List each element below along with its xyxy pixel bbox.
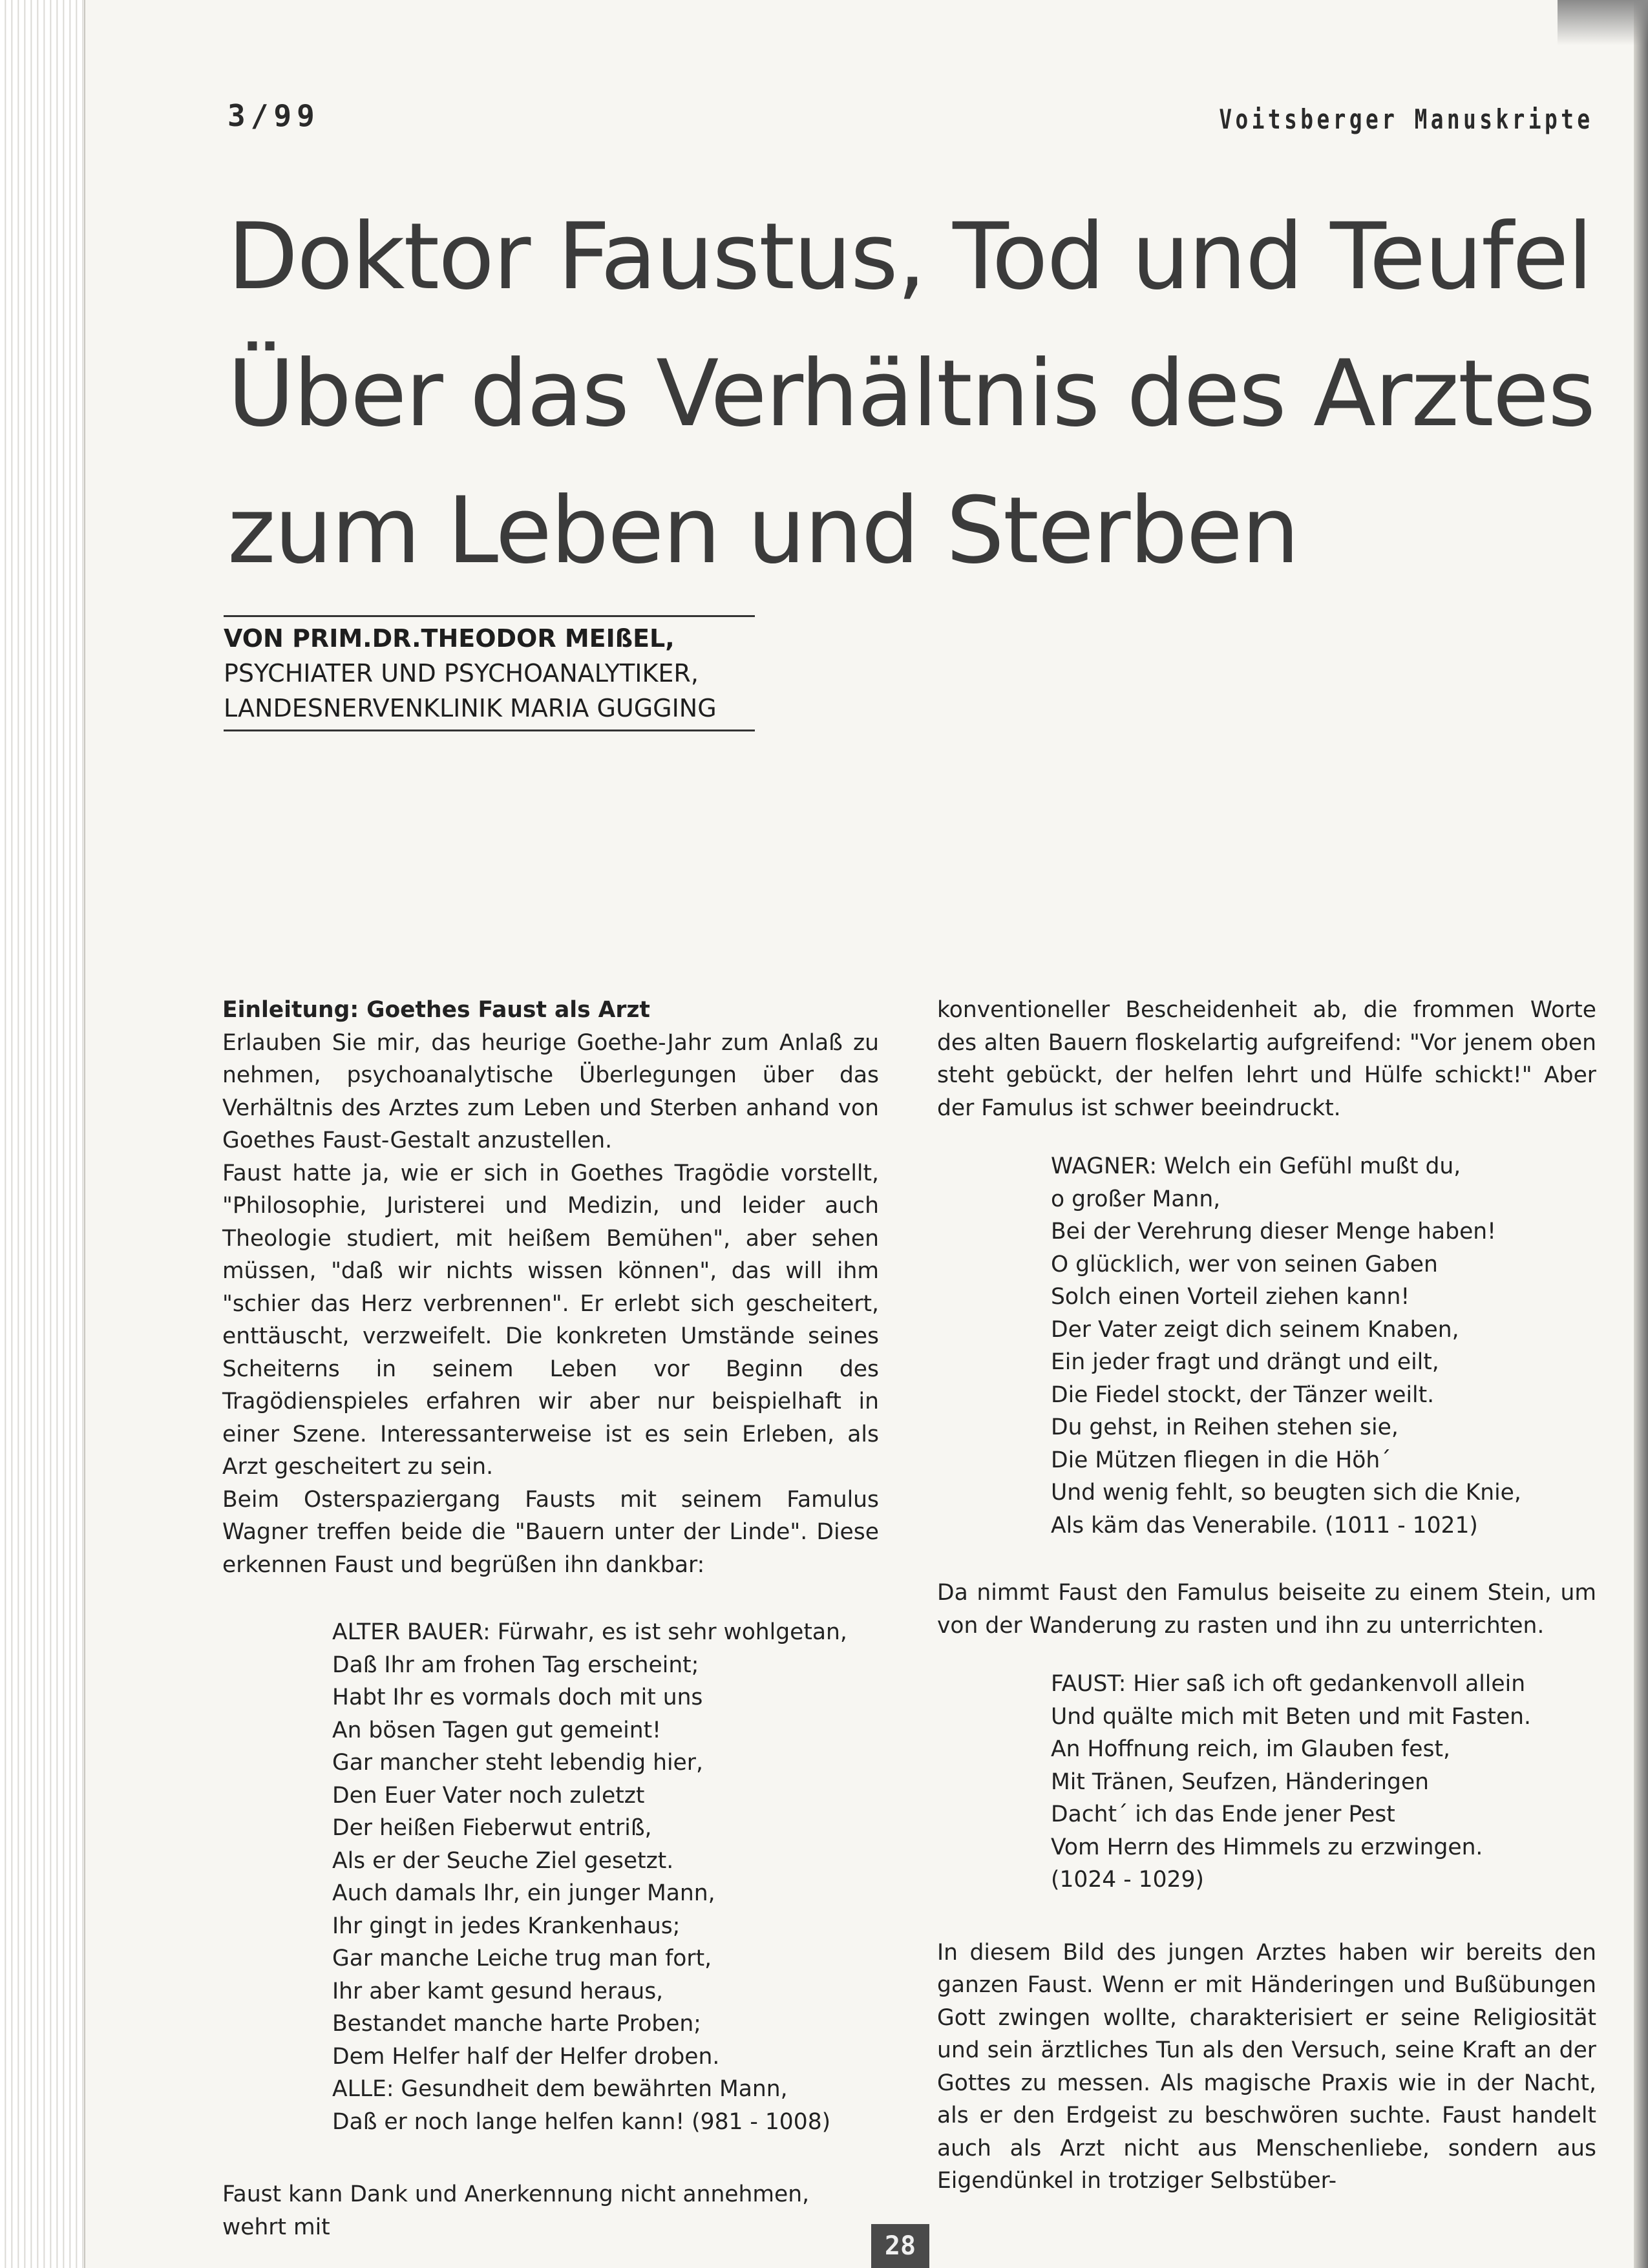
verse-line: Als käm das Venerabile. (1011 - 1021) — [1051, 1512, 1478, 1538]
title-line: zum Leben und Sterben — [227, 478, 1298, 584]
verse-line: FAUST: Hier saß ich oft gedankenvoll allein — [1051, 1671, 1526, 1697]
title-line: Doktor Faustus, Tod und Teufel — [227, 204, 1592, 310]
byline-role: PSYCHIATER UND PSYCHOANALYTIKER, — [224, 659, 699, 688]
verse-line: WAGNER: Welch ein Gefühl mußt du, — [1051, 1153, 1461, 1179]
intro-section — [222, 994, 879, 1581]
paragraph: Beim Osterspaziergang Fausts mit seinem Famulus Wagner treffen beide die "Bauern unter der Linde". Diese erkennen Faust und begrüßen ihn dankbar: — [222, 1486, 879, 1578]
article-title — [227, 189, 1594, 600]
verse-line: Der Vater zeigt dich seinem Knaben, — [1051, 1316, 1459, 1343]
byline — [224, 615, 755, 731]
issue-number: 3/99 — [227, 98, 320, 133]
right-column — [937, 994, 1596, 2198]
verse-line: Bei der Verehrung dieser Menge haben! — [1051, 1219, 1497, 1244]
byline-author: VON PRIM.DR.THEODOR MEIßEL, — [224, 624, 675, 653]
verse-line: Mit Tränen, Seufzen, Händeringen — [1051, 1769, 1430, 1795]
verse-line: Daß Ihr am frohen Tag erscheint; — [332, 1652, 699, 1678]
verse-line: Dacht´ ich das Ende jener Pest — [1051, 1801, 1395, 1827]
verse-line: Die Fiedel stockt, der Tänzer weilt. — [1051, 1381, 1435, 1408]
page-edge-stack — [0, 0, 85, 2268]
verse-line: Gar mancher steht lebendig hier, — [332, 1750, 703, 1776]
verse-line: Solch einen Vorteil ziehen kann! — [1051, 1284, 1410, 1310]
page-number: 28 — [871, 2224, 929, 2268]
verse-line: Vom Herrn des Himmels zu erzwingen. — [1051, 1834, 1483, 1860]
verse-line: (1024 - 1029) — [1051, 1867, 1204, 1893]
verse-line: o großer Mann, — [1051, 1186, 1221, 1212]
verse-line: O glücklich, wer von seinen Gaben — [1051, 1251, 1438, 1277]
section-heading: Einleitung: Goethes Faust als Arzt — [222, 997, 650, 1023]
verse-line: Auch damals Ihr, ein junger Mann, — [332, 1880, 715, 1906]
verse-wagner — [937, 1150, 1596, 1542]
scan-shadow-corner — [1558, 0, 1648, 45]
verse-line: An bösen Tagen gut gemeint! — [332, 1717, 661, 1743]
verse-line: An Hoffnung reich, im Glauben fest, — [1051, 1736, 1451, 1762]
verse-line: Und quälte mich mit Beten und mit Fasten. — [1051, 1703, 1532, 1730]
verse-line: Ein jeder fragt und drängt und eilt, — [1051, 1349, 1439, 1375]
verse-faust — [937, 1668, 1596, 1896]
verse-line: Gar manche Leiche trug man fort, — [332, 1946, 712, 1971]
left-column — [222, 994, 879, 2243]
verse-line: Als er der Seuche Ziel gesetzt. — [332, 1847, 674, 1874]
paragraph: Faust hatte ja, wie er sich in Goethes Tragödie vorstellt, "Philosophie, Juristerei und Medizin, und leider auch Theologie studiert, mit heißem Bemühen", aber sehen müssen, "daß wir nichts wissen können", das will ihm "schier das Herz verbrennen". Er erlebt sich gescheitert, enttäuscht, verzweifelt. Die konkreten Umstände seines Scheiterns in seinem Leben vor Beginn des Tragödienspieles erfahren wir aber nur beispielhaft in einer Szene. Interessanterweise ist es sein Erleben, als Arzt gescheitert zu sein. — [222, 1160, 879, 1480]
scan-shadow-right — [1634, 0, 1648, 2268]
verse-line: Du gehst, in Reihen stehen sie, — [1051, 1414, 1399, 1440]
verse-line: Daß er noch lange helfen kann! (981 - 1008) — [332, 2108, 831, 2135]
verse-line: ALLE: Gesundheit dem bewährten Mann, — [332, 2076, 788, 2102]
verse-line: Den Euer Vater noch zuletzt — [332, 1782, 645, 1809]
verse-line: Habt Ihr es vormals doch mit uns — [332, 1685, 703, 1710]
verse-alter-bauer — [222, 1616, 879, 2138]
paragraph: Da nimmt Faust den Famulus beiseite zu einem Stein, um von der Wanderung zu rasten und ihn zu unterrichten. — [937, 1580, 1596, 1639]
paragraph: In diesem Bild des jungen Arztes haben wir bereits den ganzen Faust. Wenn er mit Händeringen und Bußübungen Gott zwingen wollte, charakterisiert er seine Religiosität und sein ärztliches Tun als den Versuch, seine Kraft an der Gottes zu messen. Als magische Praxis wie in der Nacht, als er den Erdgeist zu beschwören suchte. Faust handelt auch als Arzt nicht aus Menschenliebe, sondern aus Eigendünkel in trotziger Selbstüber- — [937, 1939, 1596, 2194]
paragraph: konventioneller Bescheidenheit ab, die frommen Worte des alten Bauern floskelartig aufgreifend: "Vor jenem oben steht gebückt, der helfen lehrt und Hülfe schickt!" Aber der Famulus ist schwer beeindruckt. — [937, 997, 1596, 1121]
verse-line: Ihr aber kamt gesund heraus, — [332, 1978, 664, 2004]
verse-line: Dem Helfer half der Helfer droben. — [332, 2043, 720, 2070]
title-line: Über das Verhältnis des Arztes — [227, 341, 1594, 447]
verse-line: Die Mützen fliegen in die Höh´ — [1051, 1447, 1391, 1473]
verse-line: Bestandet manche harte Proben; — [332, 2011, 701, 2037]
verse-line: Der heißen Fieberwut entriß, — [332, 1815, 652, 1841]
paragraph: Erlauben Sie mir, das heurige Goethe-Jahr zum Anlaß zu nehmen, psychoanalytische Überlegungen über das Verhältnis des Arztes zum Leben und Sterben anhand von Goethes Faust-Gestalt anzustellen. — [222, 1029, 879, 1153]
byline-institution: LANDESNERVENKLINIK MARIA GUGGING — [224, 694, 717, 722]
paragraph: Faust kann Dank und Anerkennung nicht annehmen, wehrt mit — [222, 2181, 810, 2240]
verse-line: ALTER BAUER: Fürwahr, es ist sehr wohlgetan, — [332, 1619, 847, 1645]
verse-line: Ihr gingt in jedes Krankenhaus; — [332, 1913, 681, 1939]
verse-line: Und wenig fehlt, so beugten sich die Knie, — [1051, 1480, 1521, 1506]
magazine-name: Voitsberger Manuskripte — [1219, 103, 1594, 135]
